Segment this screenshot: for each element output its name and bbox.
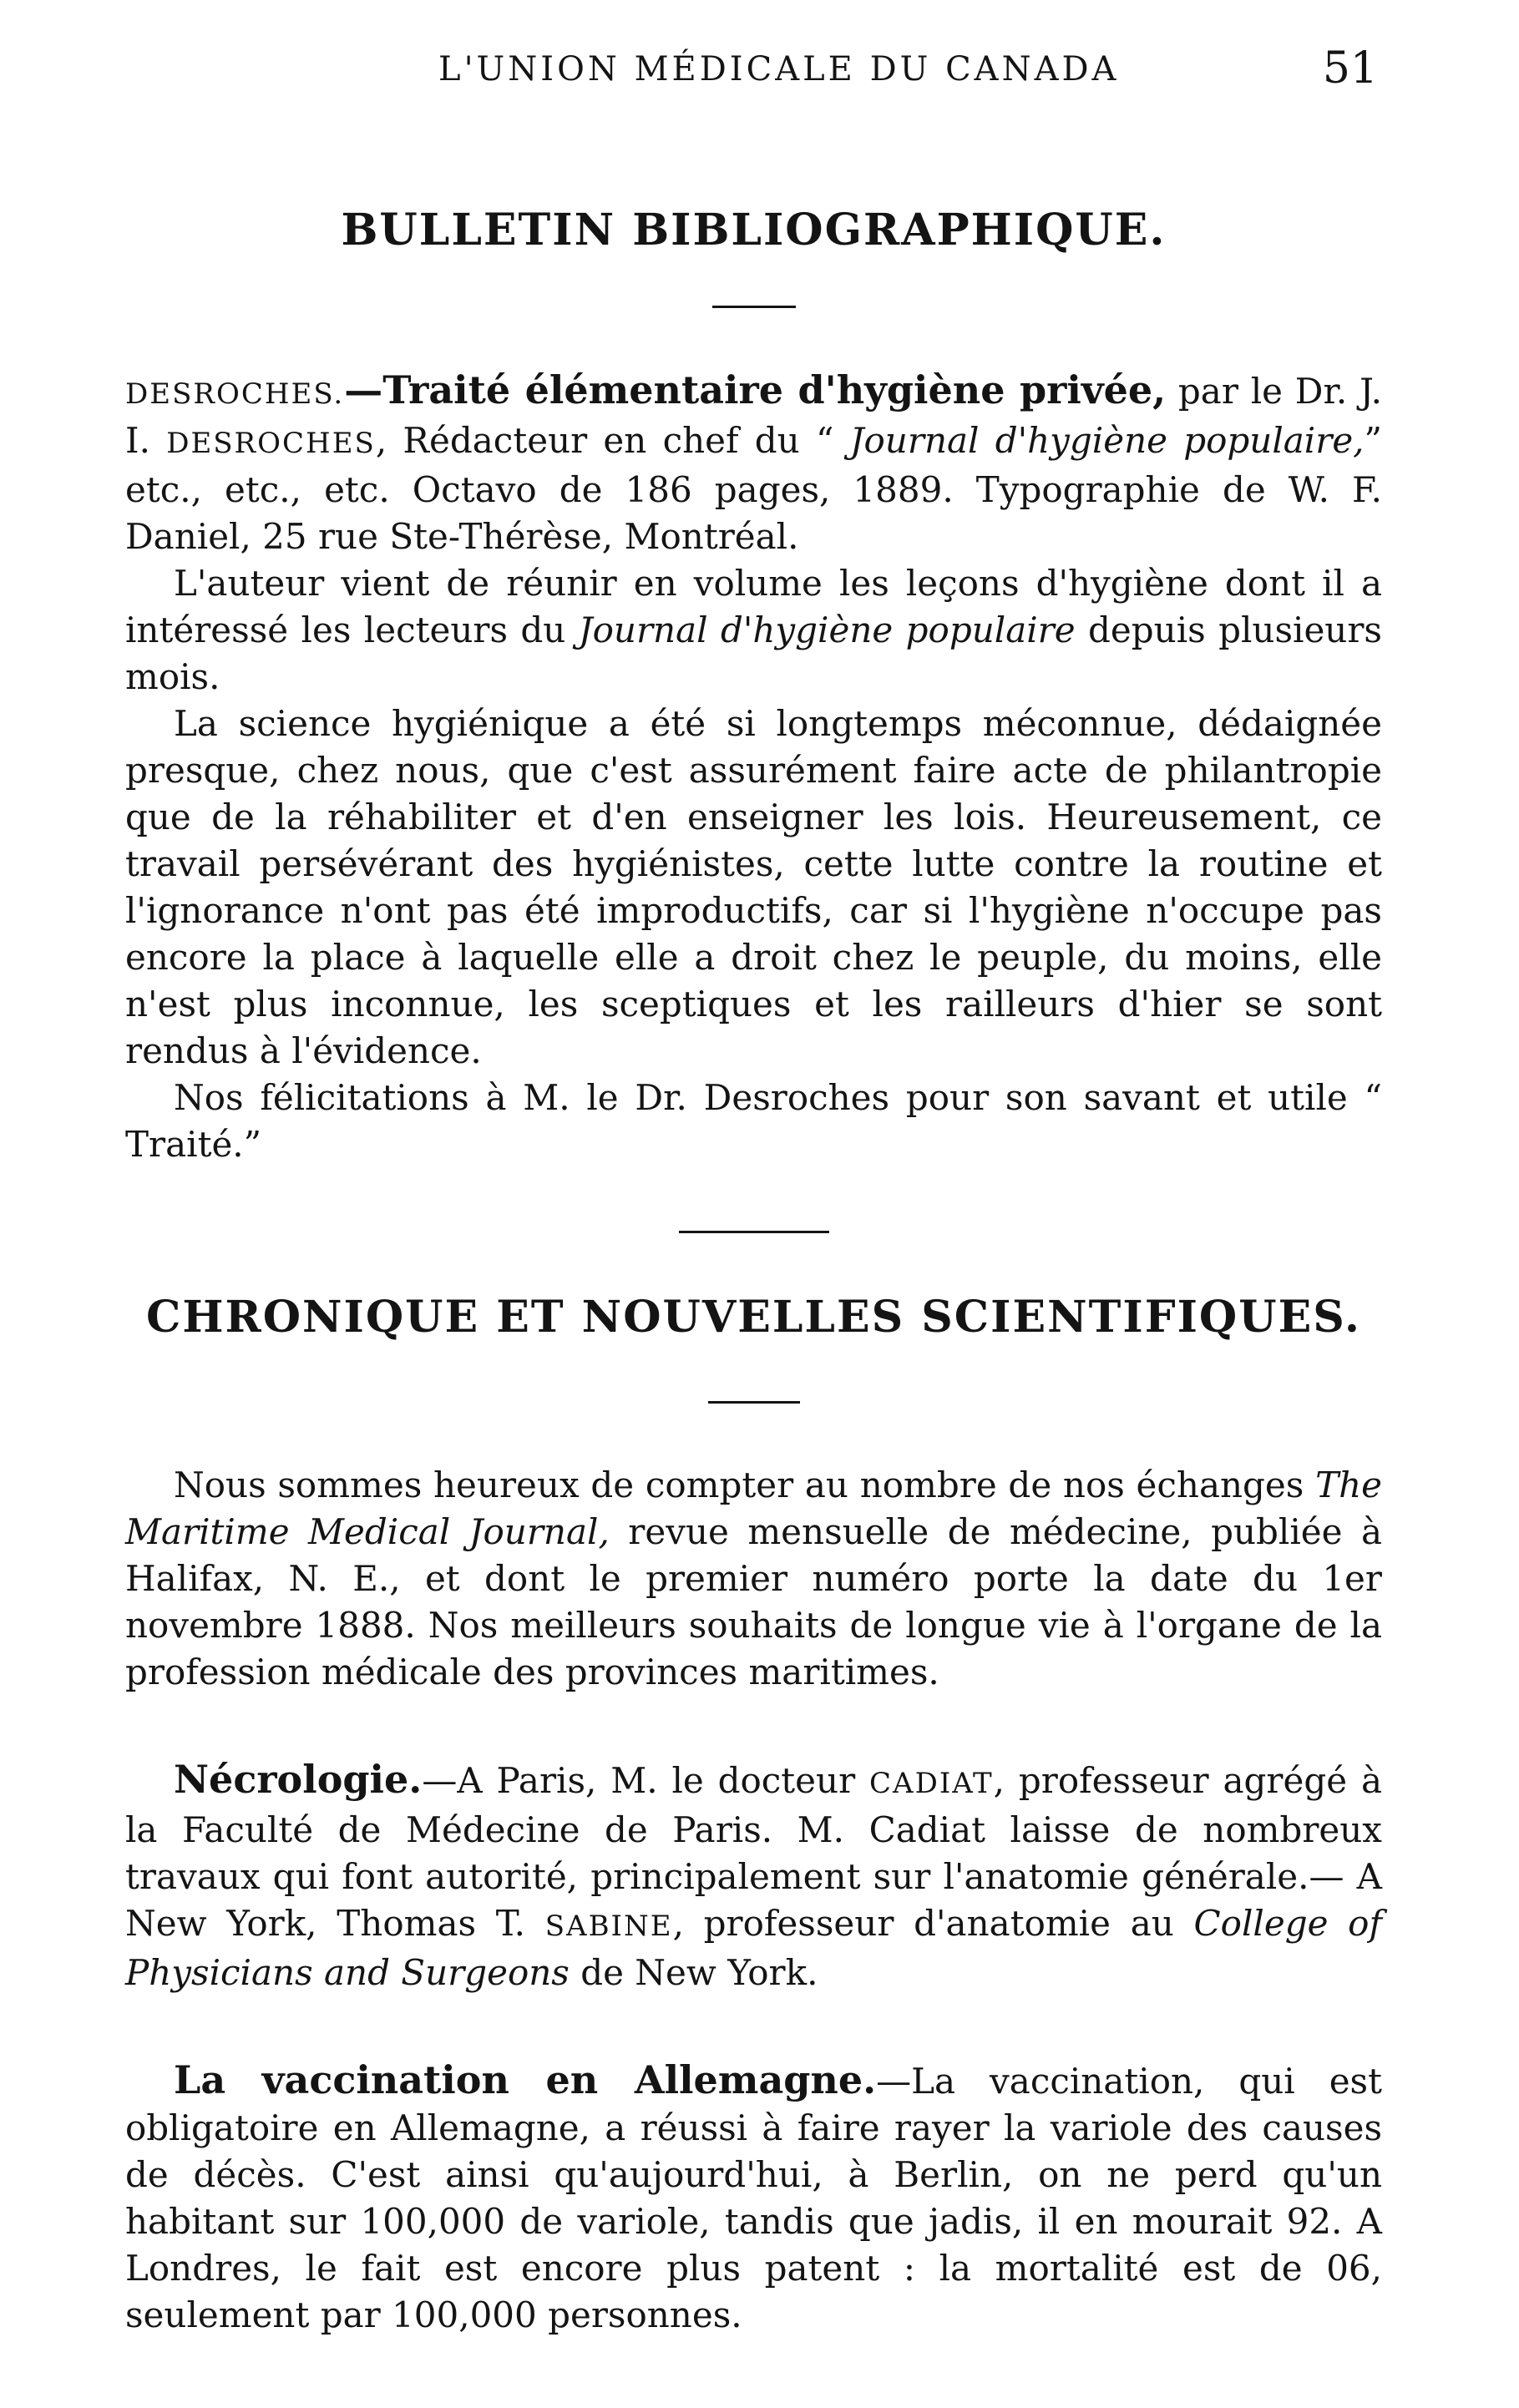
bulletin-entry xyxy=(125,367,1382,560)
necrologie-paragraph xyxy=(125,1756,1382,1996)
chronique-p1-journal: The Maritime Medical Journal, xyxy=(125,1465,1382,1552)
section-rule xyxy=(708,1401,800,1404)
chronique-paragraph-exchanges xyxy=(125,1462,1382,1696)
vaccination-text: —La vaccination, qui est obligatoire en Allemagne, a réussi à faire rayer la variole des causes de décès. C'est ainsi qu'aujourd'hui, à Berlin, on ne perd qu'un habitant sur 100,000 de variole, tandis que jadis, il en mourait 92. A Londres, le fait est encore plus patent : la mortalité est de 06, seulement par 100,000 personnes. xyxy=(125,2061,1382,2335)
bulletin-p1-b: depuis plusieurs mois. xyxy=(125,610,1382,697)
necro-name-cadiat: CADIAT xyxy=(869,1767,994,1800)
journal-running-title: L'UNION MÉDICALE DU CANADA xyxy=(438,50,1120,89)
bulletin-paragraph-1 xyxy=(125,560,1382,701)
entry-author-name: DESROCHES xyxy=(166,427,376,460)
chronique-p1-a: Nous sommes heureux de compter au nombre de nos échanges xyxy=(174,1465,1316,1505)
bulletin-paragraph-2: La science hygiénique a été si longtemps méconnue, dédaignée presque, chez nous, que c'est assurément faire acte de philantropie que de la réhabiliter et d'en enseigner les lois. Heureusement, ce travail persévérant des hygiénistes, cette lutte contre la routine et l'ignorance n'ont pas été improductifs, car si l'hygiène n'occupe pas encore la place à laquelle elle a droit chez le peuple, du moins, elle n'est plus inconnue, les sceptiques et les railleurs d'hier se sont rendus à l'évidence. xyxy=(125,703,1382,1071)
entry-desc-1: , Rédacteur en chef du “ xyxy=(375,420,850,461)
necrologie-lead: Nécrologie. xyxy=(174,1757,423,1802)
chronique-heading: CHRONIQUE ET NOUVELLES SCIENTIFIQUES. xyxy=(145,1292,1362,1343)
running-header xyxy=(125,33,1382,113)
necro-text-d: de New York. xyxy=(569,1952,818,1993)
entry-dash: — xyxy=(344,367,383,412)
necro-text-c: , professeur d'anatomie au xyxy=(672,1903,1194,1944)
entry-book-title: Traité élémentaire d'hygiène privée, xyxy=(382,367,1167,412)
vaccination-lead: La vaccination en Allemagne. xyxy=(174,2057,877,2102)
bulletin-heading: BULLETIN BIBLIOGRAPHIQUE. xyxy=(341,205,1167,255)
entry-author-smallcaps: DESROCHES. xyxy=(125,377,345,411)
necro-college: College of Physicians and Surgeons xyxy=(125,1903,1382,1993)
section-separator-rule xyxy=(679,1231,829,1233)
vaccination-paragraph xyxy=(125,2056,1382,2339)
entry-journal-title: Journal d'hygiène populaire, xyxy=(849,420,1365,461)
page-number: 51 xyxy=(1322,43,1378,94)
section-rule xyxy=(712,306,796,308)
necro-text-a: —A Paris, M. le docteur xyxy=(422,1760,870,1801)
entry-by: par le Dr. J. I. xyxy=(125,371,1383,461)
entry-desc-2: ” etc., etc., etc. Octavo de 186 pages, 1889. Typographie de W. F. Daniel, 25 rue Ste-Thérèse, Montréal. xyxy=(125,420,1383,557)
necro-text-b: , professeur agrégé à la Faculté de Médecine de Paris. M. Cadiat laisse de nombreux travaux qui font autorité, principalement sur l'anatomie générale.— A New York, Thomas T. xyxy=(125,1760,1383,1944)
bulletin-p1-journal: Journal d'hygiène populaire xyxy=(578,610,1076,650)
page xyxy=(125,33,1382,2339)
chronique-p1-b: revue mensuelle de médecine, publiée à Halifax, N. E., et dont le premier numéro porte la date du 1er novembre 1888. Nos meilleurs souhaits de longue vie à l'organe de la profession médicale des provinces maritimes. xyxy=(125,1511,1382,1692)
necro-name-sabine: SABINE xyxy=(544,1910,673,1943)
bulletin-paragraph-3: Nos félicitations à M. le Dr. Desroches pour son savant et utile “ Traité.” xyxy=(125,1077,1382,1165)
bulletin-p1-a: L'auteur vient de réunir en volume les leçons d'hygiène dont il a intéressé les lecteurs du xyxy=(125,563,1382,650)
